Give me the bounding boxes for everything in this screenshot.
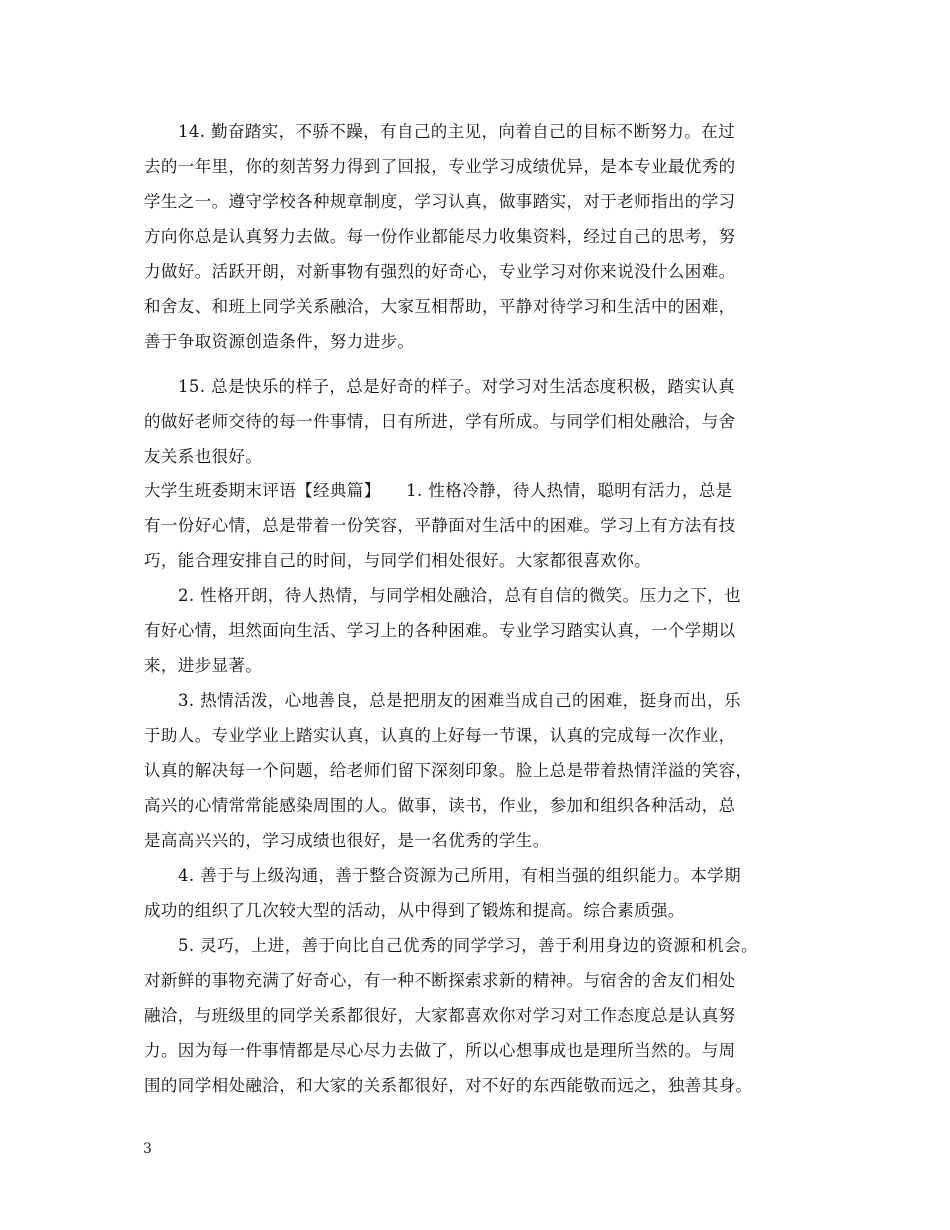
text-line: 有一份好心情，总是带着一份笑容，平静面对生活中的困难。学习上有方法有技 <box>144 516 736 535</box>
text-line: 围的同学相处融洽，和大家的关系都很好，对不好的东西能敬而远之，独善其身。 <box>144 1076 753 1095</box>
text-line: 对新鲜的事物充满了好奇心，有一种不断探索求新的精神。与宿舍的舍友们相处 <box>144 971 736 990</box>
text-line: 去的一年里，你的刻苦努力得到了回报，专业学习成绩优异，是本专业最优秀的 <box>144 157 736 176</box>
text-line: 融洽，与班级里的同学关系都很好，大家都喜欢你对学习对工作态度总是认真努 <box>144 1006 736 1025</box>
text-line: 的做好老师交待的每一件事情，日有所进，学有所成。与同学们相处融洽，与舍 <box>144 412 736 431</box>
text-line: 是高高兴兴的，学习成绩也很好，是一名优秀的学生。 <box>144 831 550 850</box>
text-line: 友关系也很好。 <box>144 447 263 466</box>
text-line: 3. 热情活泼，心地善良，总是把朋友的困难当成自己的困难，挺身而出，乐 <box>178 691 741 710</box>
text-line: 高兴的心情常常能感染周围的人。做事，读书，作业，参加和组织各种活动，总 <box>144 796 736 815</box>
text-line: 4. 善于与上级沟通，善于整合资源为己所用，有相当强的组织能力。本学期 <box>178 866 741 885</box>
text-line: 成功的组织了几次较大型的活动，从中得到了锻炼和提高。综合素质强。 <box>144 901 685 920</box>
text-line: 认真的解决每一个问题，给老师们留下深刻印象。脸上总是带着热情洋溢的笑容， <box>144 761 753 780</box>
text-line: 巧，能合理安排自己的时间，与同学们相处很好。大家都很喜欢你。 <box>144 551 651 570</box>
text-line: 有好心情，坦然面向生活、学习上的各种困难。专业学习踏实认真，一个学期以 <box>144 621 736 640</box>
section-heading-line: 大学生班委期末评语【经典篇】 1. 性格冷静，待人热情，聪明有活力，总是 <box>144 481 733 500</box>
text-line: 方向你总是认真努力去做。每一份作业都能尽力收集资料，经过自己的思考，努 <box>144 227 736 246</box>
text-line: 14. 勤奋踏实，不骄不躁，有自己的主见，向着自己的目标不断努力。在过 <box>178 122 735 141</box>
text-line: 和舍友、和班上同学关系融洽，大家互相帮助，平静对待学习和生活中的困难， <box>144 297 736 316</box>
text-line: 学生之一。遵守学校各种规章制度，学习认真，做事踏实，对于老师指出的学习 <box>144 192 736 211</box>
text-line: 来，进步显著。 <box>144 656 263 675</box>
text-line: 2. 性格开朗，待人热情，与同学相处融洽，总有自信的微笑。压力之下，也 <box>178 586 741 605</box>
page-number: 3 <box>143 1141 152 1157</box>
text-line: 5. 灵巧，上进，善于向比自己优秀的同学学习，善于利用身边的资源和机会。 <box>178 936 758 955</box>
text-line: 15. 总是快乐的样子，总是好奇的样子。对学习对生活态度积极，踏实认真 <box>178 377 735 396</box>
text-line: 力做好。活跃开朗，对新事物有强烈的好奇心，专业学习对你来说没什么困难。 <box>144 262 736 281</box>
text-line: 力。因为每一件事情都是尽心尽力去做了，所以心想事成也是理所当然的。与周 <box>144 1041 736 1060</box>
text-line: 于助人。专业学业上踏实认真，认真的上好每一节课，认真的完成每一次作业， <box>144 726 736 745</box>
text-line: 善于争取资源创造条件，努力进步。 <box>144 332 415 351</box>
